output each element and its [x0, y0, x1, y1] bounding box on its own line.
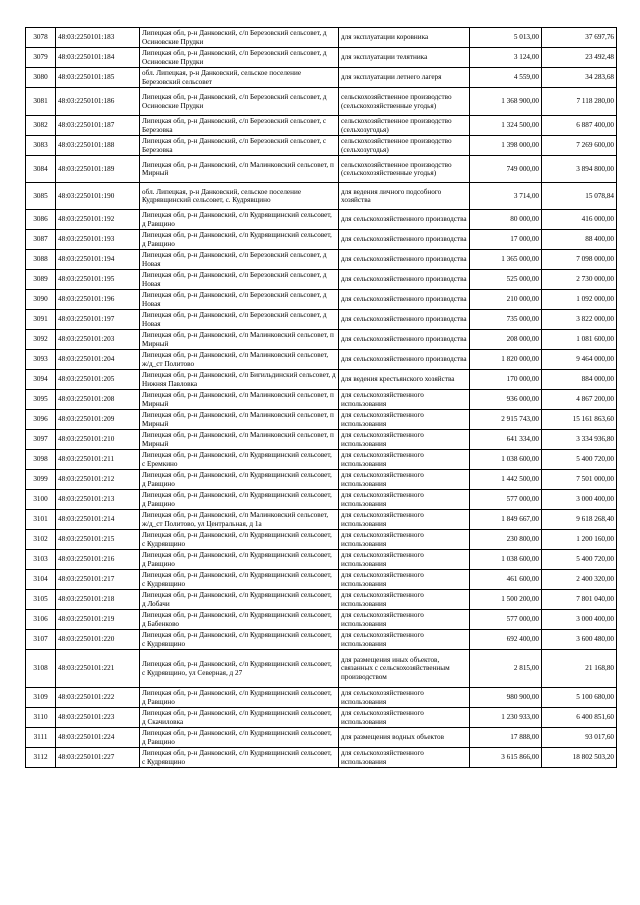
address: Липецкая обл, р-н Данковский, с/п Кудрявщинский сельсовет, с Кудрявщино: [140, 630, 339, 650]
address: Липецкая обл, р-н Данковский, с/п Кудрявщинский сельсовет, д Равщино: [140, 490, 339, 510]
area-value: 4 559,00: [470, 68, 542, 88]
document-page: [25, 27, 616, 768]
land-use: для сельскохозяйственного использования: [339, 610, 470, 630]
land-use: для сельскохозяйственного использования: [339, 550, 470, 570]
land-use: сельскохозяйственное производство (сельхозугодья): [339, 136, 470, 156]
table-row: [26, 630, 617, 650]
cost-value: 3 334 936,80: [542, 430, 617, 450]
area-value: 641 334,00: [470, 430, 542, 450]
address: Липецкая обл, р-н Данковский, с/п Кудрявщинский сельсовет, с Кудрявщино: [140, 570, 339, 590]
cadastral-number: 48:03:2250101:220: [56, 630, 140, 650]
table-row: [26, 530, 617, 550]
cost-value: 3 822 000,00: [542, 310, 617, 330]
cost-value: 9 464 000,00: [542, 350, 617, 370]
row-number: 3112: [26, 748, 56, 768]
cost-value: 1 200 160,00: [542, 530, 617, 550]
cost-value: 5 100 680,00: [542, 688, 617, 708]
land-use: для эксплуатации коровника: [339, 28, 470, 48]
area-value: 936 000,00: [470, 390, 542, 410]
row-number: 3083: [26, 136, 56, 156]
land-use: для сельскохозяйственного производства: [339, 330, 470, 350]
address: Липецкая обл, р-н Данковский, с/п Кудрявщинский сельсовет, д Бабенково: [140, 610, 339, 630]
cadastral-number: 48:03:2250101:204: [56, 350, 140, 370]
cadastral-number: 48:03:2250101:196: [56, 290, 140, 310]
land-use: для сельскохозяйственного использования: [339, 748, 470, 768]
address: Липецкая обл, р-н Данковский, с/п Кудрявщинский сельсовет, с Еремкино: [140, 450, 339, 470]
area-value: 5 013,00: [470, 28, 542, 48]
table-row: [26, 550, 617, 570]
cost-value: 4 867 200,00: [542, 390, 617, 410]
cadastral-number: 48:03:2250101:222: [56, 688, 140, 708]
address: Липецкая обл, р-н Данковский, с/п Березовский сельсовет, д Новая: [140, 290, 339, 310]
land-use: для ведения крестьянского хозяйства: [339, 370, 470, 390]
row-number: 3103: [26, 550, 56, 570]
cadastral-number: 48:03:2250101:192: [56, 210, 140, 230]
row-number: 3080: [26, 68, 56, 88]
table-row: [26, 370, 617, 390]
cadastral-number: 48:03:2250101:186: [56, 88, 140, 116]
cadastral-number: 48:03:2250101:184: [56, 48, 140, 68]
cadastral-number: 48:03:2250101:221: [56, 650, 140, 688]
table-row: [26, 610, 617, 630]
row-number: 3087: [26, 230, 56, 250]
row-number: 3091: [26, 310, 56, 330]
area-value: 1 230 933,00: [470, 708, 542, 728]
table-row: [26, 410, 617, 430]
cadastral-number: 48:03:2250101:210: [56, 430, 140, 450]
land-use: для сельскохозяйственного производства: [339, 250, 470, 270]
cost-value: 1 081 600,00: [542, 330, 617, 350]
table-row: [26, 748, 617, 768]
cost-value: 416 000,00: [542, 210, 617, 230]
land-use: для сельскохозяйственного производства: [339, 350, 470, 370]
cadastral-number: 48:03:2250101:217: [56, 570, 140, 590]
table-row: [26, 470, 617, 490]
cadastral-number: 48:03:2250101:224: [56, 728, 140, 748]
cadastral-number: 48:03:2250101:183: [56, 28, 140, 48]
address: Липецкая обл, р-н Данковский, с/п Березовский сельсовет, с Березовка: [140, 136, 339, 156]
cost-value: 884 000,00: [542, 370, 617, 390]
address: обл. Липецкая, р-н Данковский, сельское поселение Березовский сельсовет: [140, 68, 339, 88]
cadastral-number: 48:03:2250101:216: [56, 550, 140, 570]
area-value: 2 915 743,00: [470, 410, 542, 430]
address: Липецкая обл, р-н Данковский, с/п Кудрявщинский сельсовет, с Кудрявщино, ул Северная, д 27: [140, 650, 339, 688]
table-row: [26, 290, 617, 310]
cadastral-number: 48:03:2250101:227: [56, 748, 140, 768]
address: Липецкая обл, р-н Данковский, с/п Березовский сельсовет, д Новая: [140, 250, 339, 270]
row-number: 3110: [26, 708, 56, 728]
address: Липецкая обл, р-н Данковский, с/п Кудрявщинский сельсовет, д Равщино: [140, 470, 339, 490]
address: Липецкая обл, р-н Данковский, с/п Березовский сельсовет, д Новая: [140, 310, 339, 330]
area-value: 210 000,00: [470, 290, 542, 310]
address: Липецкая обл, р-н Данковский, с/п Кудрявщинский сельсовет, с Кудрявщино: [140, 748, 339, 768]
land-use: для сельскохозяйственного использования: [339, 490, 470, 510]
cost-value: 23 492,48: [542, 48, 617, 68]
table-row: [26, 330, 617, 350]
cost-value: 7 501 000,00: [542, 470, 617, 490]
address: Липецкая обл, р-н Данковский, с/п Кудрявщинский сельсовет, д Лобачи: [140, 590, 339, 610]
address: Липецкая обл, р-н Данковский, с/п Кудрявщинский сельсовет, д Равщино: [140, 210, 339, 230]
table-row: [26, 450, 617, 470]
cost-value: 15 161 863,60: [542, 410, 617, 430]
row-number: 3111: [26, 728, 56, 748]
row-number: 3106: [26, 610, 56, 630]
area-value: 749 000,00: [470, 156, 542, 183]
cost-value: 5 400 720,00: [542, 450, 617, 470]
cost-value: 2 400 320,00: [542, 570, 617, 590]
address: Липецкая обл, р-н Данковский, с/п Малинковский сельсовет, ж/д_ст Политово, ул Центральная, д 1а: [140, 510, 339, 530]
land-use: для сельскохозяйственного производства: [339, 230, 470, 250]
table-row: [26, 430, 617, 450]
table-row: [26, 230, 617, 250]
area-value: 2 815,00: [470, 650, 542, 688]
cost-value: 3 000 400,00: [542, 490, 617, 510]
area-value: 17 888,00: [470, 728, 542, 748]
cost-value: 7 118 280,00: [542, 88, 617, 116]
table-row: [26, 490, 617, 510]
row-number: 3096: [26, 410, 56, 430]
row-number: 3104: [26, 570, 56, 590]
area-value: 230 800,00: [470, 530, 542, 550]
cadastral-number: 48:03:2250101:223: [56, 708, 140, 728]
address: обл. Липецкая, р-н Данковский, сельское поселение Кудрявщинский сельсовет, с. Кудрявщино: [140, 183, 339, 210]
land-use: для размещения водных объектов: [339, 728, 470, 748]
row-number: 3097: [26, 430, 56, 450]
area-value: 1 038 600,00: [470, 450, 542, 470]
area-value: 525 000,00: [470, 270, 542, 290]
row-number: 3105: [26, 590, 56, 610]
land-use: для размещения иных объектов, связанных с сельскохозяйственным производством: [339, 650, 470, 688]
area-value: 1 442 500,00: [470, 470, 542, 490]
table-row: [26, 350, 617, 370]
area-value: 3 615 866,00: [470, 748, 542, 768]
table-row: [26, 28, 617, 48]
address: Липецкая обл, р-н Данковский, с/п Бигильдинский сельсовет, д Нижняя Павловка: [140, 370, 339, 390]
cadastral-number: 48:03:2250101:195: [56, 270, 140, 290]
cadastral-number: 48:03:2250101:214: [56, 510, 140, 530]
row-number: 3090: [26, 290, 56, 310]
land-use: для сельскохозяйственного использования: [339, 570, 470, 590]
area-value: 1 849 667,00: [470, 510, 542, 530]
cadastral-number: 48:03:2250101:205: [56, 370, 140, 390]
land-use: для сельскохозяйственного использования: [339, 410, 470, 430]
table-row: [26, 688, 617, 708]
address: Липецкая обл, р-н Данковский, с/п Березовский сельсовет, д Осиновские Прудки: [140, 48, 339, 68]
address: Липецкая обл, р-н Данковский, с/п Малинковский сельсовет, п Мирный: [140, 430, 339, 450]
land-use: для эксплуатации телятника: [339, 48, 470, 68]
address: Липецкая обл, р-н Данковский, с/п Малинковский сельсовет, ж/д_ст Политово: [140, 350, 339, 370]
cost-value: 1 092 000,00: [542, 290, 617, 310]
land-use: для ведения личного подсобного хозяйства: [339, 183, 470, 210]
land-use: для сельскохозяйственного использования: [339, 390, 470, 410]
area-value: 980 900,00: [470, 688, 542, 708]
row-number: 3101: [26, 510, 56, 530]
cadastral-number: 48:03:2250101:213: [56, 490, 140, 510]
land-use: для сельскохозяйственного использования: [339, 470, 470, 490]
cadastral-number: 48:03:2250101:185: [56, 68, 140, 88]
row-number: 3099: [26, 470, 56, 490]
area-value: 577 000,00: [470, 490, 542, 510]
land-use: для сельскохозяйственного производства: [339, 290, 470, 310]
area-value: 1 038 600,00: [470, 550, 542, 570]
cost-value: 7 269 600,00: [542, 136, 617, 156]
row-number: 3088: [26, 250, 56, 270]
table-row: [26, 590, 617, 610]
row-number: 3089: [26, 270, 56, 290]
table-row: [26, 250, 617, 270]
land-use: для сельскохозяйственного использования: [339, 430, 470, 450]
area-value: 1 398 000,00: [470, 136, 542, 156]
cadastral-number: 48:03:2250101:189: [56, 156, 140, 183]
land-use: для сельскохозяйственного использования: [339, 630, 470, 650]
land-use: для сельскохозяйственного использования: [339, 590, 470, 610]
area-value: 170 000,00: [470, 370, 542, 390]
row-number: 3086: [26, 210, 56, 230]
cadastral-number: 48:03:2250101:190: [56, 183, 140, 210]
address: Липецкая обл, р-н Данковский, с/п Кудрявщинский сельсовет, с Кудрявщино: [140, 530, 339, 550]
row-number: 3084: [26, 156, 56, 183]
land-use: для сельскохозяйственного использования: [339, 510, 470, 530]
land-use: для сельскохозяйственного производства: [339, 310, 470, 330]
address: Липецкая обл, р-н Данковский, с/п Кудрявщинский сельсовет, д Равщино: [140, 728, 339, 748]
table-row: [26, 510, 617, 530]
row-number: 3081: [26, 88, 56, 116]
address: Липецкая обл, р-н Данковский, с/п Березовский сельсовет, д Новая: [140, 270, 339, 290]
table-row: [26, 310, 617, 330]
row-number: 3094: [26, 370, 56, 390]
cadastral-number: 48:03:2250101:209: [56, 410, 140, 430]
cost-value: 2 730 000,00: [542, 270, 617, 290]
row-number: 3085: [26, 183, 56, 210]
table-row: [26, 116, 617, 136]
cadastral-number: 48:03:2250101:211: [56, 450, 140, 470]
address: Липецкая обл, р-н Данковский, с/п Кудрявщинский сельсовет, д Равщино: [140, 688, 339, 708]
land-use: для сельскохозяйственного использования: [339, 450, 470, 470]
row-number: 3078: [26, 28, 56, 48]
table-row: [26, 708, 617, 728]
cadastral-number: 48:03:2250101:193: [56, 230, 140, 250]
cadastral-number: 48:03:2250101:197: [56, 310, 140, 330]
row-number: 3079: [26, 48, 56, 68]
address: Липецкая обл, р-н Данковский, с/п Кудрявщинский сельсовет, д Равщино: [140, 550, 339, 570]
table-row: [26, 68, 617, 88]
area-value: 17 000,00: [470, 230, 542, 250]
land-use: для сельскохозяйственного использования: [339, 530, 470, 550]
cadastral-number: 48:03:2250101:219: [56, 610, 140, 630]
land-use: для сельскохозяйственного производства: [339, 210, 470, 230]
table-row: [26, 48, 617, 68]
table-row: [26, 650, 617, 688]
row-number: 3095: [26, 390, 56, 410]
cost-value: 6 887 400,00: [542, 116, 617, 136]
cost-value: 5 400 720,00: [542, 550, 617, 570]
area-value: 3 714,00: [470, 183, 542, 210]
row-number: 3092: [26, 330, 56, 350]
row-number: 3098: [26, 450, 56, 470]
area-value: 1 820 000,00: [470, 350, 542, 370]
table-row: [26, 136, 617, 156]
area-value: 735 000,00: [470, 310, 542, 330]
area-value: 1 368 900,00: [470, 88, 542, 116]
cadastral-number: 48:03:2250101:187: [56, 116, 140, 136]
cost-value: 9 618 268,40: [542, 510, 617, 530]
cost-value: 6 400 851,60: [542, 708, 617, 728]
cadastral-number: 48:03:2250101:208: [56, 390, 140, 410]
cost-value: 37 697,76: [542, 28, 617, 48]
table-row: [26, 210, 617, 230]
cadastral-number: 48:03:2250101:194: [56, 250, 140, 270]
land-use: для сельскохозяйственного использования: [339, 688, 470, 708]
cost-value: 7 801 040,00: [542, 590, 617, 610]
address: Липецкая обл, р-н Данковский, с/п Малинковский сельсовет, п Мирный: [140, 390, 339, 410]
address: Липецкая обл, р-н Данковский, с/п Березовский сельсовет, с Березовка: [140, 116, 339, 136]
area-value: 577 000,00: [470, 610, 542, 630]
area-value: 1 500 200,00: [470, 590, 542, 610]
area-value: 1 365 000,00: [470, 250, 542, 270]
cadastral-number: 48:03:2250101:188: [56, 136, 140, 156]
row-number: 3102: [26, 530, 56, 550]
address: Липецкая обл, р-н Данковский, с/п Малинковский сельсовет, п Мирный: [140, 156, 339, 183]
address: Липецкая обл, р-н Данковский, с/п Кудрявщинский сельсовет, д Скачиловка: [140, 708, 339, 728]
cost-value: 88 400,00: [542, 230, 617, 250]
cost-value: 15 078,84: [542, 183, 617, 210]
cost-value: 3 000 400,00: [542, 610, 617, 630]
table-body: [26, 28, 617, 768]
row-number: 3107: [26, 630, 56, 650]
cost-value: 18 802 503,20: [542, 748, 617, 768]
cadastral-number: 48:03:2250101:215: [56, 530, 140, 550]
cost-value: 7 098 000,00: [542, 250, 617, 270]
area-value: 3 124,00: [470, 48, 542, 68]
land-use: для сельскохозяйственного производства: [339, 270, 470, 290]
area-value: 692 400,00: [470, 630, 542, 650]
land-use: сельскохозяйственное производство (сельскохозяйственные угодья): [339, 156, 470, 183]
address: Липецкая обл, р-н Данковский, с/п Березовский сельсовет, д Осиновские Прудки: [140, 88, 339, 116]
cost-value: 3 894 800,00: [542, 156, 617, 183]
cost-value: 93 017,60: [542, 728, 617, 748]
area-value: 461 600,00: [470, 570, 542, 590]
row-number: 3100: [26, 490, 56, 510]
table-row: [26, 390, 617, 410]
cost-value: 34 283,68: [542, 68, 617, 88]
table-row: [26, 728, 617, 748]
cadastral-table: [25, 27, 617, 768]
land-use: для эксплуатации летнего лагеря: [339, 68, 470, 88]
row-number: 3108: [26, 650, 56, 688]
area-value: 208 000,00: [470, 330, 542, 350]
row-number: 3082: [26, 116, 56, 136]
area-value: 80 000,00: [470, 210, 542, 230]
cost-value: 21 168,80: [542, 650, 617, 688]
table-row: [26, 88, 617, 116]
table-row: [26, 183, 617, 210]
address: Липецкая обл, р-н Данковский, с/п Малинковский сельсовет, п Мирный: [140, 330, 339, 350]
cost-value: 3 600 480,00: [542, 630, 617, 650]
address: Липецкая обл, р-н Данковский, с/п Березовский сельсовет, д Осиновские Прудки: [140, 28, 339, 48]
row-number: 3093: [26, 350, 56, 370]
land-use: сельскохозяйственное производство (сельхозугодья): [339, 116, 470, 136]
land-use: для сельскохозяйственного использования: [339, 708, 470, 728]
cadastral-number: 48:03:2250101:212: [56, 470, 140, 490]
land-use: сельскохозяйственное производство (сельскохозяйственные угодья): [339, 88, 470, 116]
address: Липецкая обл, р-н Данковский, с/п Малинковский сельсовет, п Мирный: [140, 410, 339, 430]
table-row: [26, 570, 617, 590]
cadastral-number: 48:03:2250101:203: [56, 330, 140, 350]
area-value: 1 324 500,00: [470, 116, 542, 136]
row-number: 3109: [26, 688, 56, 708]
address: Липецкая обл, р-н Данковский, с/п Кудрявщинский сельсовет, д Равщино: [140, 230, 339, 250]
table-row: [26, 270, 617, 290]
table-row: [26, 156, 617, 183]
cadastral-number: 48:03:2250101:218: [56, 590, 140, 610]
